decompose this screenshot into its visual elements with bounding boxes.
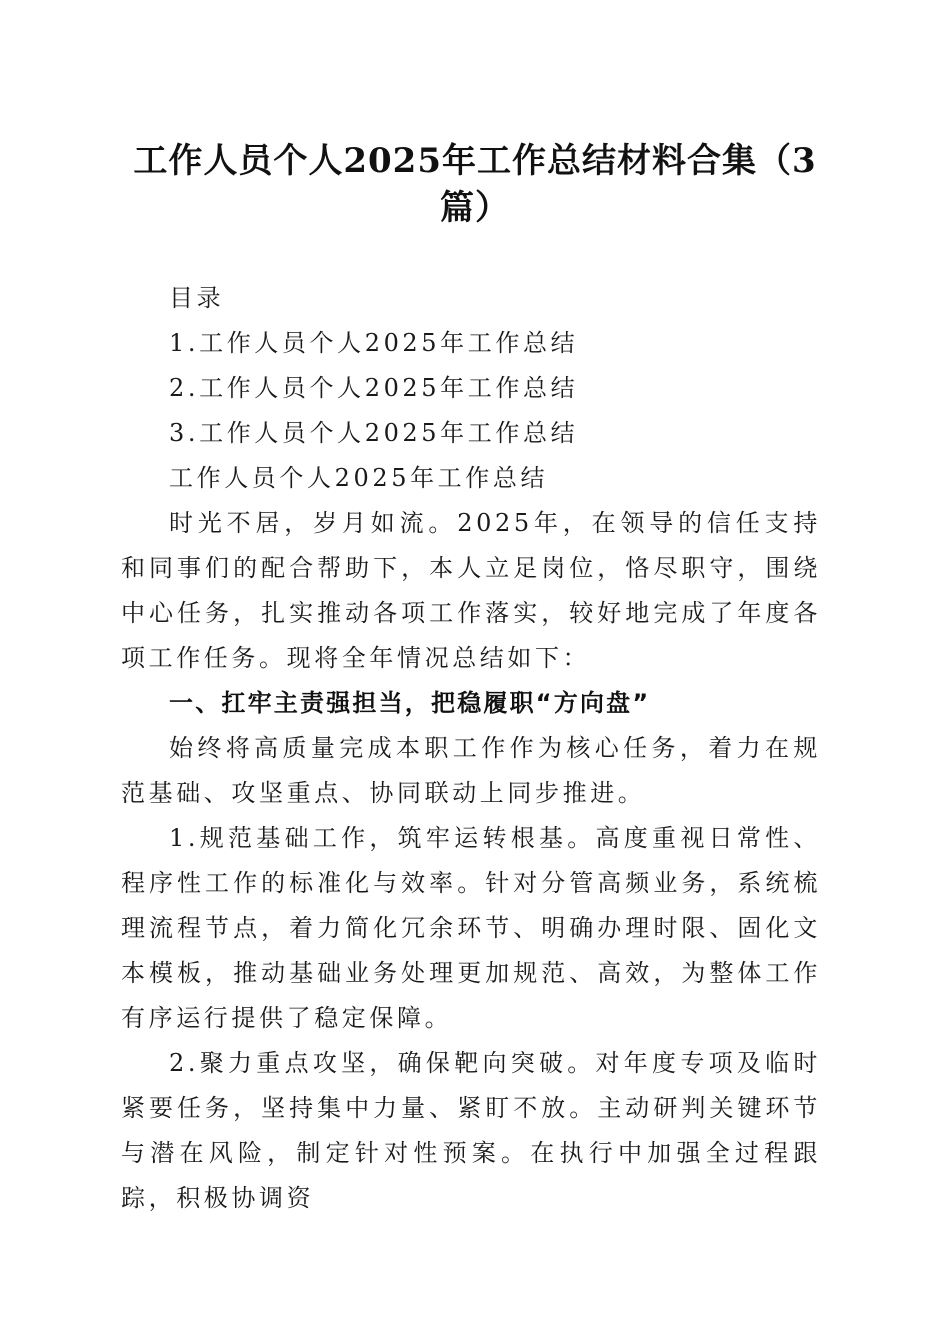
toc-item-1: 1.工作人员个人2025年工作总结 bbox=[169, 329, 579, 357]
section-heading-1: 一、扛牢主责强担当，把稳履职“方向盘” bbox=[169, 689, 651, 717]
intro-paragraph: 时光不居，岁月如流。2025年，在领导的信任支持和同事们的配合帮助下，本人立足岗位，恪尽职守，围绕中心任务，扎实推动各项工作落实，较好地完成了年度各项工作任务。现将全年情况总结如下： bbox=[121, 509, 821, 672]
toc-item-3: 3.工作人员个人2025年工作总结 bbox=[169, 419, 579, 447]
section-title: 工作人员个人2025年工作总结 bbox=[169, 464, 549, 492]
paragraph-2: 1.规范基础工作，筑牢运转根基。高度重视日常性、程序性工作的标准化与效率。针对分管高频业务，系统梳理流程节点，着力简化冗余环节、明确办理时限、固化文本模板，推动基础业务处理更加规范、高效，为整体工作有序运行提供了稳定保障。 bbox=[121, 824, 821, 1032]
paragraph-3: 2.聚力重点攻坚，确保靶向突破。对年度专项及临时紧要任务，坚持集中力量、紧盯不放。主动研判关键环节与潜在风险，制定针对性预案。在执行中加强全过程跟踪，积极协调资 bbox=[121, 1049, 821, 1212]
toc-item-2: 2.工作人员个人2025年工作总结 bbox=[169, 374, 579, 402]
document-body bbox=[121, 276, 821, 1221]
toc-heading: 目录 bbox=[169, 284, 225, 312]
document-title: 工作人员个人2025年工作总结材料合集（3篇） bbox=[133, 141, 817, 228]
paragraph-1: 始终将高质量完成本职工作作为核心任务，着力在规范基础、攻坚重点、协同联动上同步推进。 bbox=[121, 734, 821, 807]
